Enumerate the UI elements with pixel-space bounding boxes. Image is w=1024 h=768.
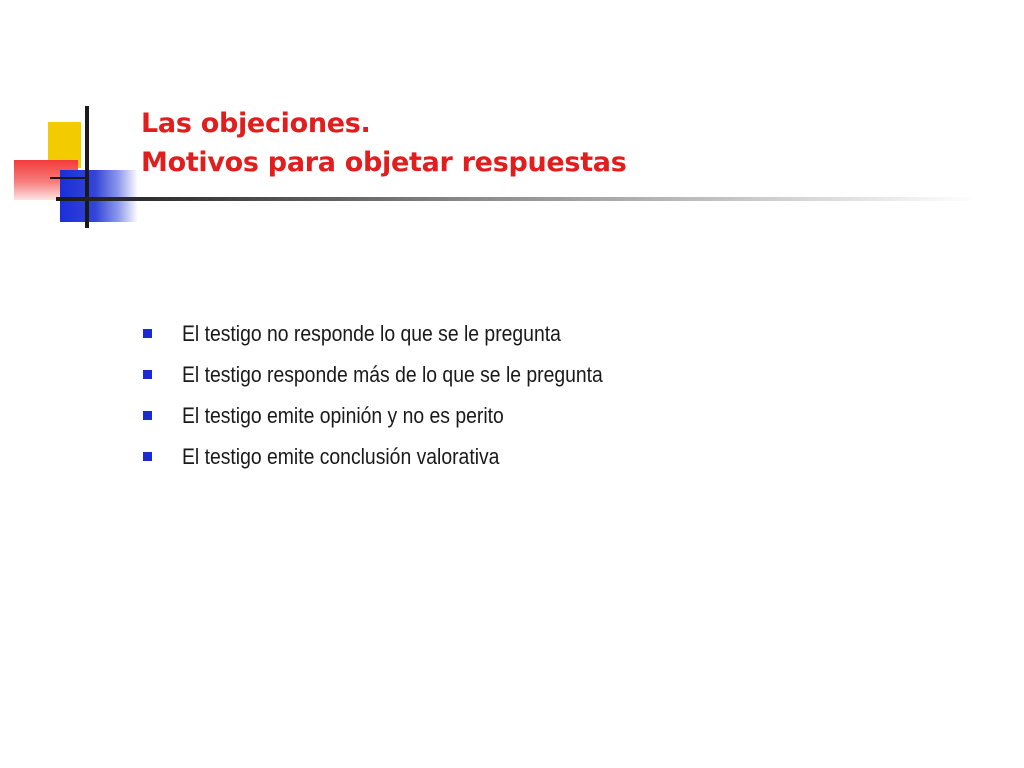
slide-title-line-2: Motivos para objetar respuestas xyxy=(141,147,627,178)
square-bullet-icon xyxy=(143,329,152,338)
slide-title xyxy=(141,104,627,182)
horizontal-tick-shape xyxy=(50,177,88,179)
bullet-text: El testigo responde más de lo que se le pregunta xyxy=(182,361,603,387)
title-underline-rule xyxy=(56,197,976,201)
bullet-list xyxy=(143,313,660,477)
vertical-line-shape xyxy=(85,106,89,228)
list-item xyxy=(143,395,660,436)
decorative-logo-graphic xyxy=(0,0,160,240)
list-item xyxy=(143,436,660,477)
bullet-text: El testigo emite opinión y no es perito xyxy=(182,402,504,428)
list-item xyxy=(143,313,660,354)
slide-title-line-1: Las objeciones. xyxy=(141,108,371,139)
bullet-text: El testigo emite conclusión valorativa xyxy=(182,443,500,469)
square-bullet-icon xyxy=(143,452,152,461)
square-bullet-icon xyxy=(143,411,152,420)
bullet-text: El testigo no responde lo que se le pregunta xyxy=(182,320,561,346)
square-bullet-icon xyxy=(143,370,152,379)
list-item xyxy=(143,354,660,395)
